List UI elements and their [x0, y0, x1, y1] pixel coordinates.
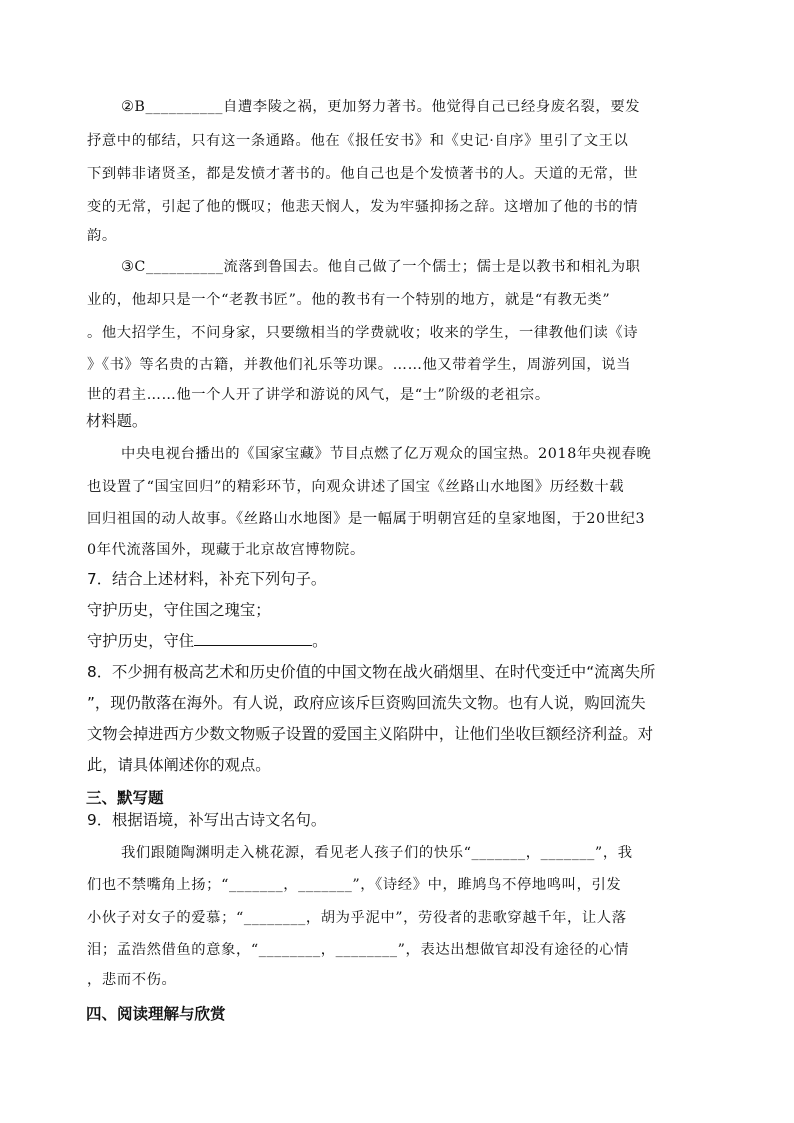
- q9-line-4: 泪；孟浩然借鱼的意象，“________，________”，表达出想做官却没有途径的心情: [87, 942, 630, 958]
- q9-stem: 9．根据语境，补写出古诗文名句。: [87, 811, 327, 829]
- q8-line-3: 文物会掉进西方少数文物贩子设置的爱国主义陷阱中，让他们坐收巨额经济利益。对: [87, 725, 653, 743]
- q7-line-2-suffix: 。: [312, 632, 328, 650]
- q7-stem: 7．结合上述材料，补充下列句子。: [87, 570, 327, 588]
- section-3-title: 三、默写题: [86, 789, 164, 807]
- passage-b-line-1: ②B__________自遭李陵之祸，更加努力著书。他觉得自己已经身废名裂，要发: [121, 99, 641, 115]
- material-line-1: 中央电视台播出的《国家宝藏》节目点燃了亿万观众的国宝热。2018年央视春晚: [121, 446, 652, 462]
- passage-b-line-2: 抒意中的郁结，只有这一条通路。他在《报任安书》和《史记·自序》里引了文王以: [87, 133, 629, 149]
- q9-line-1: 我们跟随陶渊明走入桃花源，看见老人孩子们的快乐“_______，_______”，我: [121, 845, 633, 861]
- q8-line-4: 此，请具体阐述你的观点。: [87, 756, 271, 774]
- q9-line-3: 小伙子对女子的爱慕；“________，胡为乎泥中”，劳役者的悲歌穿越千年，让人落: [87, 910, 627, 926]
- material-line-3: 回归祖国的动人故事。《丝路山水地图》是一幅属于明朝宫廷的皇家地图，于20世纪3: [87, 511, 646, 527]
- passage-b-line-4: 变的无常，引起了他的慨叹；他悲天悯人，发为牢骚抑扬之辞。这增加了他的书的情: [87, 199, 639, 215]
- material-line-4: 0年代流落国外，现藏于北京故宫博物院。: [87, 542, 365, 558]
- q7-line-2: [87, 631, 327, 651]
- q9-line-2: 们也不禁嘴角上扬；“_______，_______”，《诗经》中，雎鸠鸟不停地鸣叫，引发: [87, 877, 622, 893]
- q9-line-5: ，悲而不伤。: [87, 972, 177, 988]
- q7-answer-blank[interactable]: [194, 631, 312, 646]
- passage-c-line-3: 。他大招学生，不问身家，只要缴相当的学费就收；收来的学生，一律教他们读《诗: [87, 325, 639, 341]
- passage-c-line-5: 世的君主……他一个人开了讲学和游说的风气，是“士”阶级的老祖宗。: [87, 387, 550, 403]
- q8-line-2: ”，现仍散落在海外。有人说，政府应该斥巨资购回流失文物。也有人说，购回流失: [87, 694, 646, 712]
- passage-b-line-3: 下到韩非诸贤圣，都是发愤才著书的。他自己也是个发愤著书的人。天道的无常，世: [87, 166, 639, 182]
- q8-line-1: 8．不少拥有极高艺术和历史价值的中国文物在战火硝烟里、在时代变迁中“流离失所: [87, 663, 656, 681]
- passage-b-line-5: 韵。: [87, 228, 117, 244]
- q7-line-2-prefix: 守护历史，守住: [87, 632, 195, 650]
- passage-c-line-2: 业的，他却只是一个“老教书匠”。他的教书有一个特别的地方，就是“有教无类”: [87, 292, 611, 308]
- section-4-title: 四、阅读理解与欣赏: [86, 1005, 226, 1023]
- material-line-2: 也设置了“国宝回归”的精彩环节，向观众讲述了国宝《丝路山水地图》历经数十载: [87, 479, 625, 495]
- passage-c-line-4: 》《书》等名贵的古籍，并教他们礼乐等功课。……他又带着学生，周游列国，说当: [87, 357, 632, 373]
- q7-line-1: 守护历史，守住国之瑰宝；: [87, 601, 271, 619]
- passage-c-line-1: ③C__________流落到鲁国去。他自己做了一个儒士；儒士是以教书和相礼为职: [121, 259, 641, 275]
- material-label: 材料题。: [86, 412, 148, 430]
